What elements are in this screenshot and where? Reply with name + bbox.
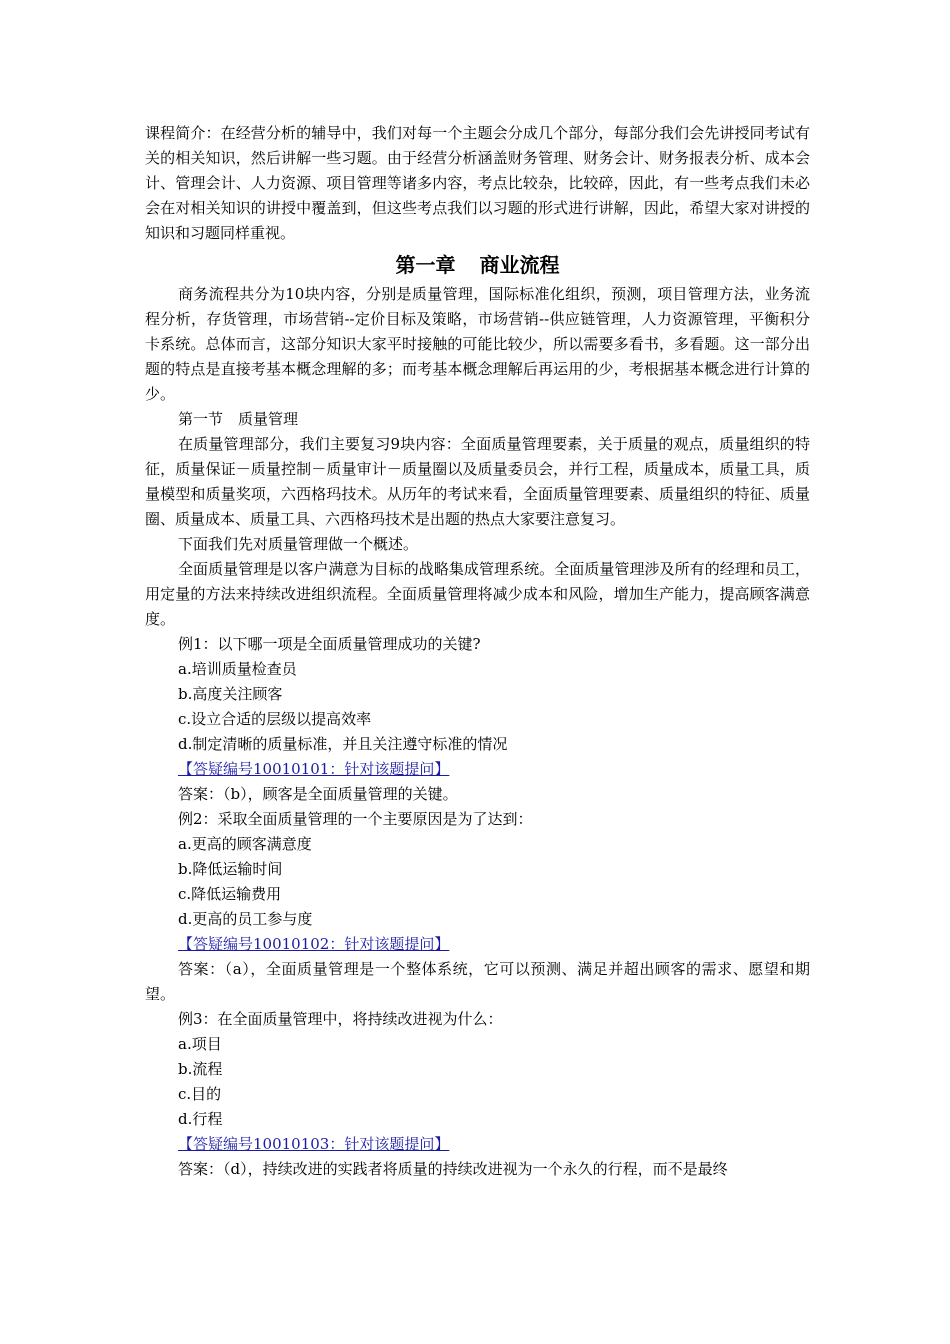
- course-intro: 课程简介：在经营分析的辅导中，我们对每一个主题会分成几个部分，每部分我们会先讲授同考试有关的相关知识，然后讲解一些习题。由于经营分析涵盖财务管理、财务会计、财务报表分析、成本会计、管理会计、人力资源、项目管理等诸多内容，考点比较杂，比较碎，因此，有一些考点我们未必会在对相关知识的讲授中覆盖到，但这些考点我们以习题的形式进行讲解，因此，希望大家对讲授的知识和习题同样重视。: [145, 124, 810, 242]
- example-answer: 答案：（b），顾客是全面质量管理的关键。: [178, 785, 458, 803]
- ask-question-link[interactable]: 【答疑编号10010102：针对该题提问】: [178, 935, 450, 953]
- document-page: [145, 121, 810, 1182]
- section-title: 第一节 质量管理: [178, 410, 299, 428]
- chapter-number: 第一章: [395, 253, 456, 277]
- tqm-definition: 全面质量管理是以客户满意为目标的战略集成管理系统。全面质量管理涉及所有的经理和员工，用定量的方法来持续改进组织流程。全面质量管理将减少成本和风险，增加生产能力，提高顾客满意度。: [145, 560, 810, 628]
- example-option: d.制定清晰的质量标准，并且关注遵守标准的情况: [178, 735, 508, 753]
- chapter-title: [145, 250, 810, 280]
- example-question: 例3：在全面质量管理中，将持续改进视为什么：: [178, 1010, 503, 1028]
- section-overview: 在质量管理部分，我们主要复习9块内容：全面质量管理要素，关于质量的观点，质量组织的特征，质量保证－质量控制－质量审计－质量圈以及质量委员会，并行工程，质量成本，质量工具，质量模型和质量奖项，六西格玛技术。从历年的考试来看，全面质量管理要素、质量组织的特征、质量圈、质量成本、质量工具、六西格玛技术是出题的热点大家要注意复习。: [145, 435, 810, 528]
- example-option: b.高度关注顾客: [178, 685, 283, 703]
- example-option: d.行程: [178, 1110, 223, 1128]
- example-option: d.更高的员工参与度: [178, 910, 313, 928]
- example-question: 例1：以下哪一项是全面质量管理成功的关键?: [178, 635, 481, 653]
- example-option: b.流程: [178, 1060, 223, 1078]
- example-option: c.降低运输费用: [178, 885, 282, 903]
- example-option: c.目的: [178, 1085, 222, 1103]
- ask-question-link[interactable]: 【答疑编号10010101：针对该题提问】: [178, 760, 450, 778]
- example-answer: 答案：（a），全面质量管理是一个整体系统，它可以预测、满足并超出顾客的需求、愿望和期望。: [145, 960, 810, 1003]
- example-option: b.降低运输时间: [178, 860, 283, 878]
- chapter-name: 商业流程: [479, 253, 560, 277]
- example-question: 例2：采取全面质量管理的一个主要原因是为了达到：: [178, 810, 533, 828]
- example-option: a.培训质量检查员: [178, 660, 297, 678]
- example-option: c.设立合适的层级以提高效率: [178, 710, 372, 728]
- example-option: a.项目: [178, 1035, 222, 1053]
- example-option: a.更高的顾客满意度: [178, 835, 312, 853]
- summary-intro: 下面我们先对质量管理做一个概述。: [178, 535, 419, 553]
- ask-question-link[interactable]: 【答疑编号10010103：针对该题提问】: [178, 1135, 450, 1153]
- example-answer: 答案：（d），持续改进的实践者将质量的持续改进视为一个永久的行程，而不是最终: [178, 1160, 728, 1178]
- chapter-overview: 商务流程共分为10块内容，分别是质量管理，国际标准化组织，预测，项目管理方法，业务流程分析，存货管理，市场营销--定价目标及策略，市场营销--供应链管理，人力资源管理，平衡积分卡系统。总体而言，这部分知识大家平时接触的可能比较少，所以需要多看书，多看题。这一部分出题的特点是直接考基本概念理解的多；而考基本概念理解后再运用的少，考根据基本概念进行计算的少。: [145, 285, 810, 403]
